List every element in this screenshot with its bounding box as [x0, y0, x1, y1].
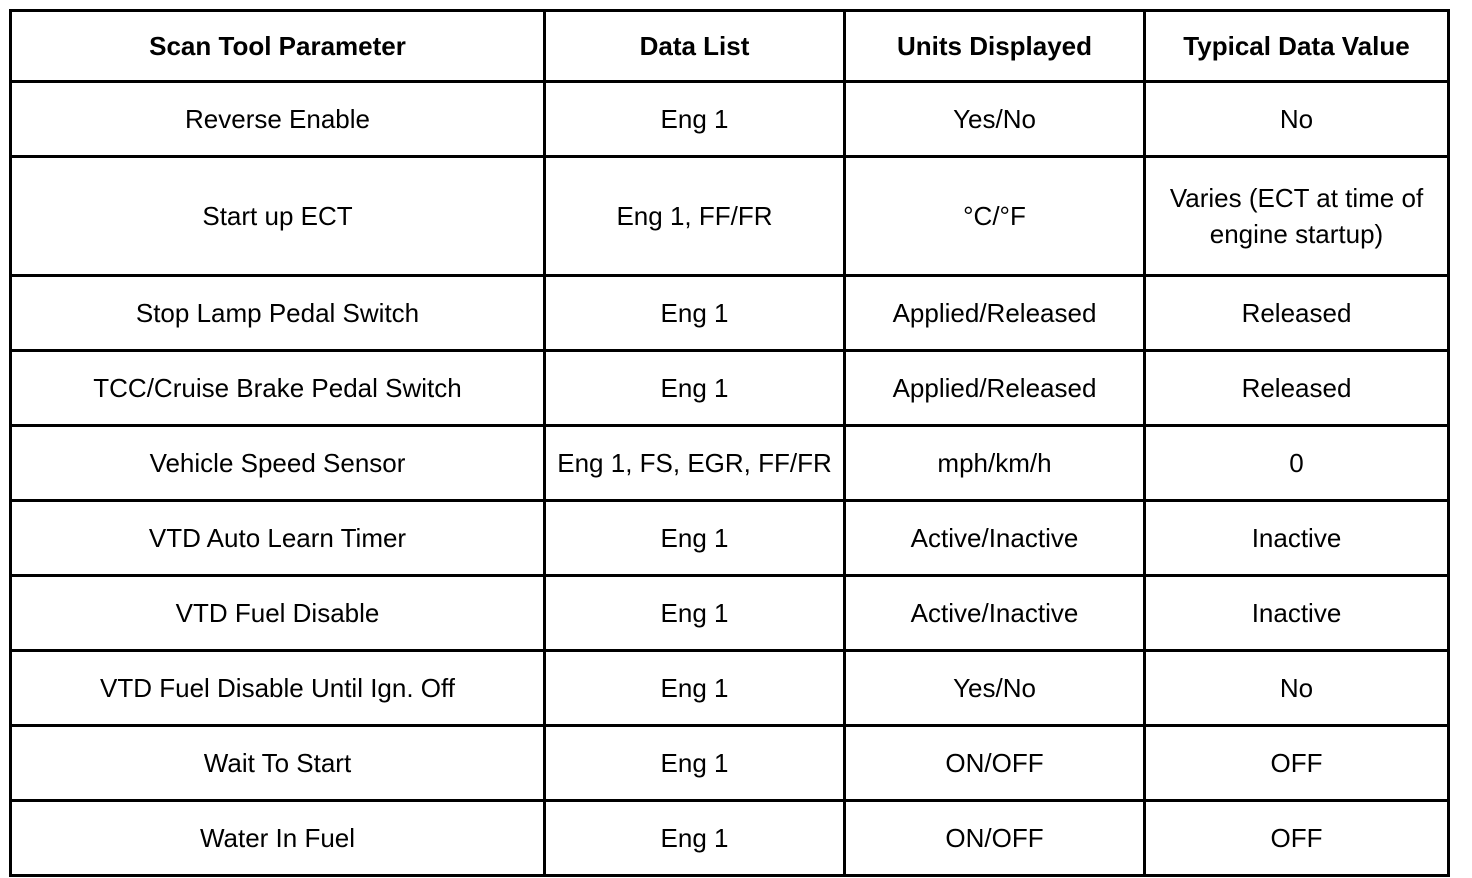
parameter-cell: Wait To Start	[11, 726, 545, 801]
typical-value-cell: OFF	[1145, 801, 1449, 876]
table-row	[11, 576, 1449, 651]
table-row	[11, 726, 1449, 801]
typical-value-cell: Released	[1145, 276, 1449, 351]
parameter-cell: Water In Fuel	[11, 801, 545, 876]
table-row	[11, 801, 1449, 876]
typical-value-cell: Inactive	[1145, 576, 1449, 651]
table-row	[11, 501, 1449, 576]
typical-value-cell: OFF	[1145, 726, 1449, 801]
data-list-cell: Eng 1	[545, 576, 845, 651]
parameter-cell: Stop Lamp Pedal Switch	[11, 276, 545, 351]
parameter-cell: TCC/Cruise Brake Pedal Switch	[11, 351, 545, 426]
typical-value-cell: Varies (ECT at time of engine startup)	[1145, 157, 1449, 276]
data-list-cell: Eng 1	[545, 276, 845, 351]
data-list-cell: Eng 1	[545, 801, 845, 876]
table-row	[11, 82, 1449, 157]
data-list-cell: Eng 1	[545, 651, 845, 726]
units-cell: Applied/Released	[845, 351, 1145, 426]
parameter-cell: VTD Auto Learn Timer	[11, 501, 545, 576]
data-list-cell: Eng 1	[545, 726, 845, 801]
table-row	[11, 157, 1449, 276]
units-cell: mph/km/h	[845, 426, 1145, 501]
units-cell: ON/OFF	[845, 726, 1145, 801]
units-cell: Yes/No	[845, 82, 1145, 157]
data-list-cell: Eng 1	[545, 351, 845, 426]
header-typical-data-value: Typical Data Value	[1145, 11, 1449, 82]
units-cell: Active/Inactive	[845, 501, 1145, 576]
typical-value-cell: No	[1145, 651, 1449, 726]
parameter-cell: Reverse Enable	[11, 82, 545, 157]
scan-tool-parameter-table	[9, 9, 1450, 877]
table-row	[11, 426, 1449, 501]
table-header-row	[11, 11, 1449, 82]
units-cell: Active/Inactive	[845, 576, 1145, 651]
units-cell: Applied/Released	[845, 276, 1145, 351]
table-row	[11, 351, 1449, 426]
header-scan-tool-parameter: Scan Tool Parameter	[11, 11, 545, 82]
parameter-cell: VTD Fuel Disable	[11, 576, 545, 651]
units-cell: Yes/No	[845, 651, 1145, 726]
data-list-cell: Eng 1	[545, 501, 845, 576]
header-data-list: Data List	[545, 11, 845, 82]
header-units-displayed: Units Displayed	[845, 11, 1145, 82]
data-list-cell: Eng 1, FF/FR	[545, 157, 845, 276]
parameter-cell: VTD Fuel Disable Until Ign. Off	[11, 651, 545, 726]
units-cell: °C/°F	[845, 157, 1145, 276]
table-row	[11, 276, 1449, 351]
table-row	[11, 651, 1449, 726]
data-list-cell: Eng 1, FS, EGR, FF/FR	[545, 426, 845, 501]
units-cell: ON/OFF	[845, 801, 1145, 876]
typical-value-cell: Inactive	[1145, 501, 1449, 576]
parameter-cell: Vehicle Speed Sensor	[11, 426, 545, 501]
typical-value-cell: Released	[1145, 351, 1449, 426]
typical-value-cell: 0	[1145, 426, 1449, 501]
parameter-cell: Start up ECT	[11, 157, 545, 276]
typical-value-cell: No	[1145, 82, 1449, 157]
data-list-cell: Eng 1	[545, 82, 845, 157]
